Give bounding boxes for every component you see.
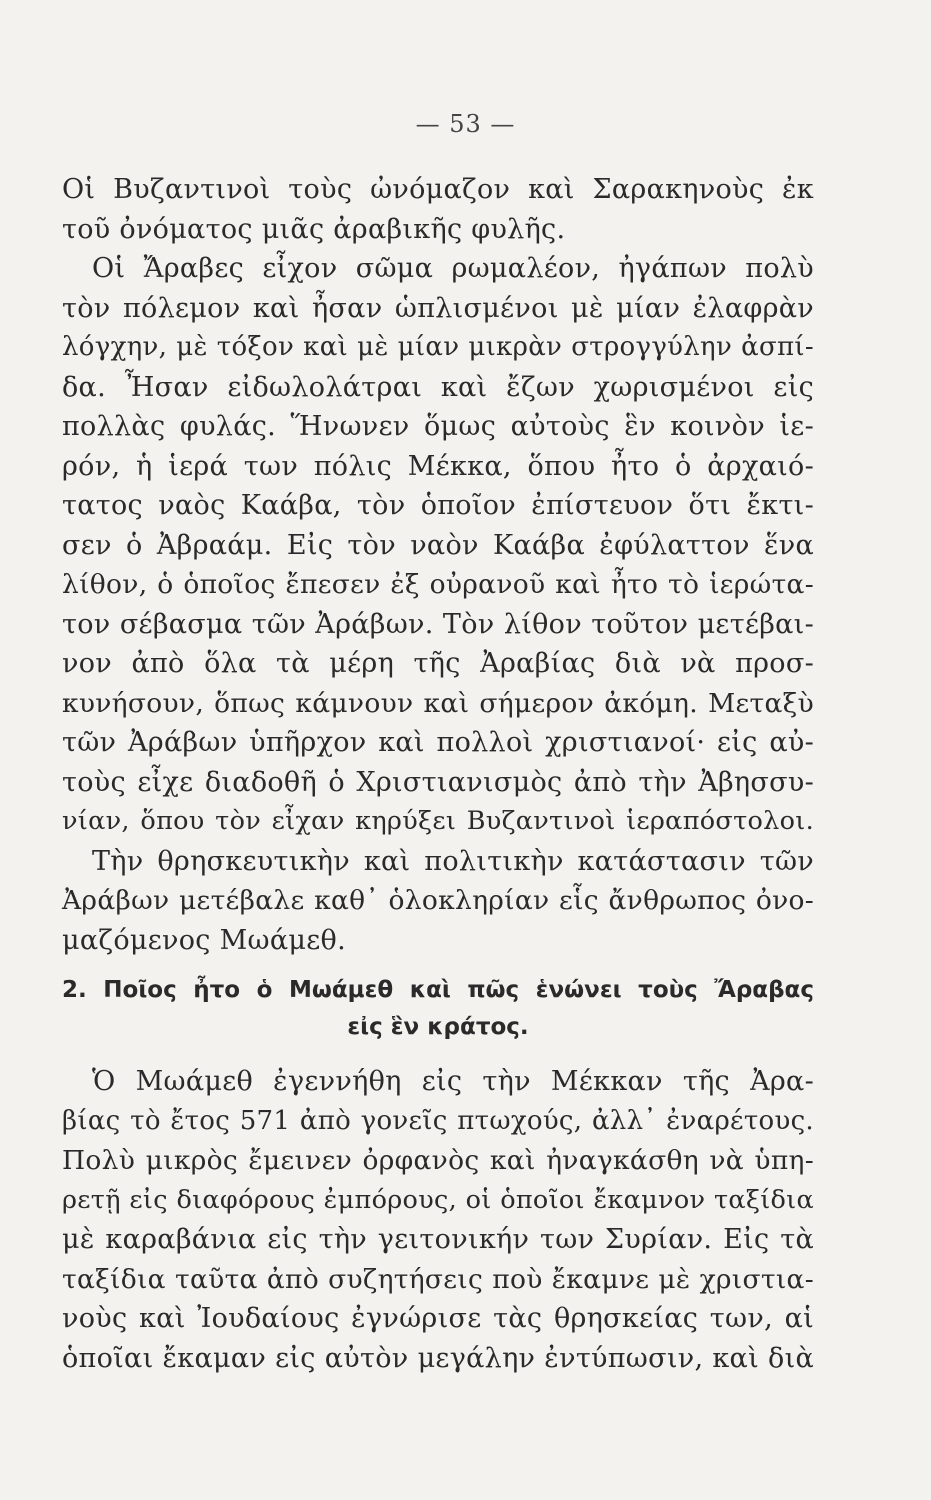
text-line: ταξίδια ταῦτα ἀπὸ συζητήσεις ποὺ ἔκαμνε μὲ χριστια-	[62, 1263, 814, 1295]
heading-line: 2. Ποῖος ἦτο ὁ Μωάμεθ καὶ πῶς ἑνώνει τοὺς Ἄραβας	[62, 977, 814, 1003]
text-line: νοὺς καὶ Ἰουδαίους ἐγνώρισε τὰς θρησκείας των, αἱ	[62, 1303, 814, 1334]
page-number: — 53 —	[415, 110, 516, 138]
text-line: τοῦ ὀνόματος μιᾶς ἀραβικῆς φυλῆς.	[62, 213, 566, 245]
text-line: πολλὰς φυλάς. Ἥνωνεν ὅμως αὐτοὺς ἓν κοινὸν ἱε-	[62, 411, 814, 442]
text-line: σεν ὁ Ἀβραάμ. Εἰς τὸν ναὸν Καάβα ἐφύλαττον ἕνα	[62, 529, 814, 561]
text-line: νίαν, ὅπου τὸν εἶχαν κηρύξει Βυζαντινοὶ ἱεραπόστολοι.	[62, 806, 814, 836]
text-line: τῶν Ἀράβων ὑπῆρχον καὶ πολλοὶ χριστιανοί· εἰς αὐ-	[62, 727, 814, 758]
section-heading	[62, 972, 814, 1046]
text-line: ρόν, ἡ ἱερά των πόλις Μέκκα, ὅπου ἦτο ὁ ἀρχαιό-	[62, 450, 814, 482]
text-line: λίθον, ὁ ὁποῖος ἔπεσεν ἐξ οὐρανοῦ καὶ ἦτο τὸ ἱερώτα-	[62, 569, 814, 600]
text-line: τὸν πόλεμον καὶ ἦσαν ὡπλισμένοι μὲ μίαν ἐλαφρὰν	[62, 292, 814, 324]
text-line: Οἱ Ἄραβες εἶχον σῶμα ρωμαλέον, ἠγάπων πολὺ	[92, 253, 814, 284]
text-line: μὲ καραβάνια εἰς τὴν γειτονικήν των Συρίαν. Εἰς τὰ	[62, 1224, 814, 1255]
text-line: τον σέβασμα τῶν Ἀράβων. Τὸν λίθον τοῦτον μετέβαι-	[62, 608, 814, 640]
text-line: Πολὺ μικρὸς ἔμεινεν ὀρφανὸς καὶ ἠναγκάσθη νὰ ὑπη-	[62, 1145, 814, 1176]
text-line: ὁποῖαι ἔκαμαν εἰς αὐτὸν μεγάλην ἐντύπωσιν, καὶ διὰ	[62, 1342, 814, 1374]
text-line: μαζόμενος Μωάμεθ.	[62, 924, 346, 956]
text-line: βίας τὸ ἔτος 571 ἀπὸ γονεῖς πτωχούς, ἀλλ᾽ ἐναρέτους.	[62, 1105, 814, 1136]
text-line: Ἀράβων μετέβαλε καθ᾽ ὁλοκληρίαν εἷς ἄνθρωπος ὀνο-	[62, 885, 814, 916]
text-line: νον ἀπὸ ὅλα τὰ μέρη τῆς Ἀραβίας διὰ νὰ προσ-	[62, 648, 814, 679]
text-line: τοὺς εἶχε διαδοθῆ ὁ Χριστιανισμὸς ἀπὸ τὴν Ἀβησσυ-	[62, 766, 814, 798]
text-line: λόγχην, μὲ τόξον καὶ μὲ μίαν μικρὰν στρογγύλην ἀσπί-	[62, 332, 814, 362]
text-line: Τὴν θρησκευτικὴν καὶ πολιτικὴν κατάστασιν τῶν	[92, 845, 814, 877]
text-line: ρετῇ εἰς διαφόρους ἐμπόρους, οἱ ὁποῖοι ἔκαμνον ταξίδια	[62, 1184, 814, 1215]
text-line: τατος ναὸς Καάβα, τὸν ὁποῖον ἐπίστευον ὅτι ἔκτι-	[62, 490, 814, 521]
heading-line: εἰς ἓν κράτος.	[347, 1014, 529, 1040]
text-line: Οἱ Βυζαντινοὶ τοὺς ὠνόμαζον καὶ Σαρακηνοὺς ἐκ	[62, 174, 814, 205]
paragraph-block-2	[62, 1062, 814, 1378]
text-line: Ὁ Μωάμεθ ἐγεννήθη εἰς τὴν Μέκκαν τῆς Ἀρα-	[92, 1066, 814, 1097]
paragraph-block-1	[62, 170, 814, 960]
text-line: κυνήσουν, ὅπως κάμνουν καὶ σήμερον ἀκόμη. Μεταξὺ	[62, 687, 814, 719]
text-line: δα. Ἦσαν εἰδωλολάτραι καὶ ἔζων χωρισμένοι εἰς	[62, 371, 814, 403]
